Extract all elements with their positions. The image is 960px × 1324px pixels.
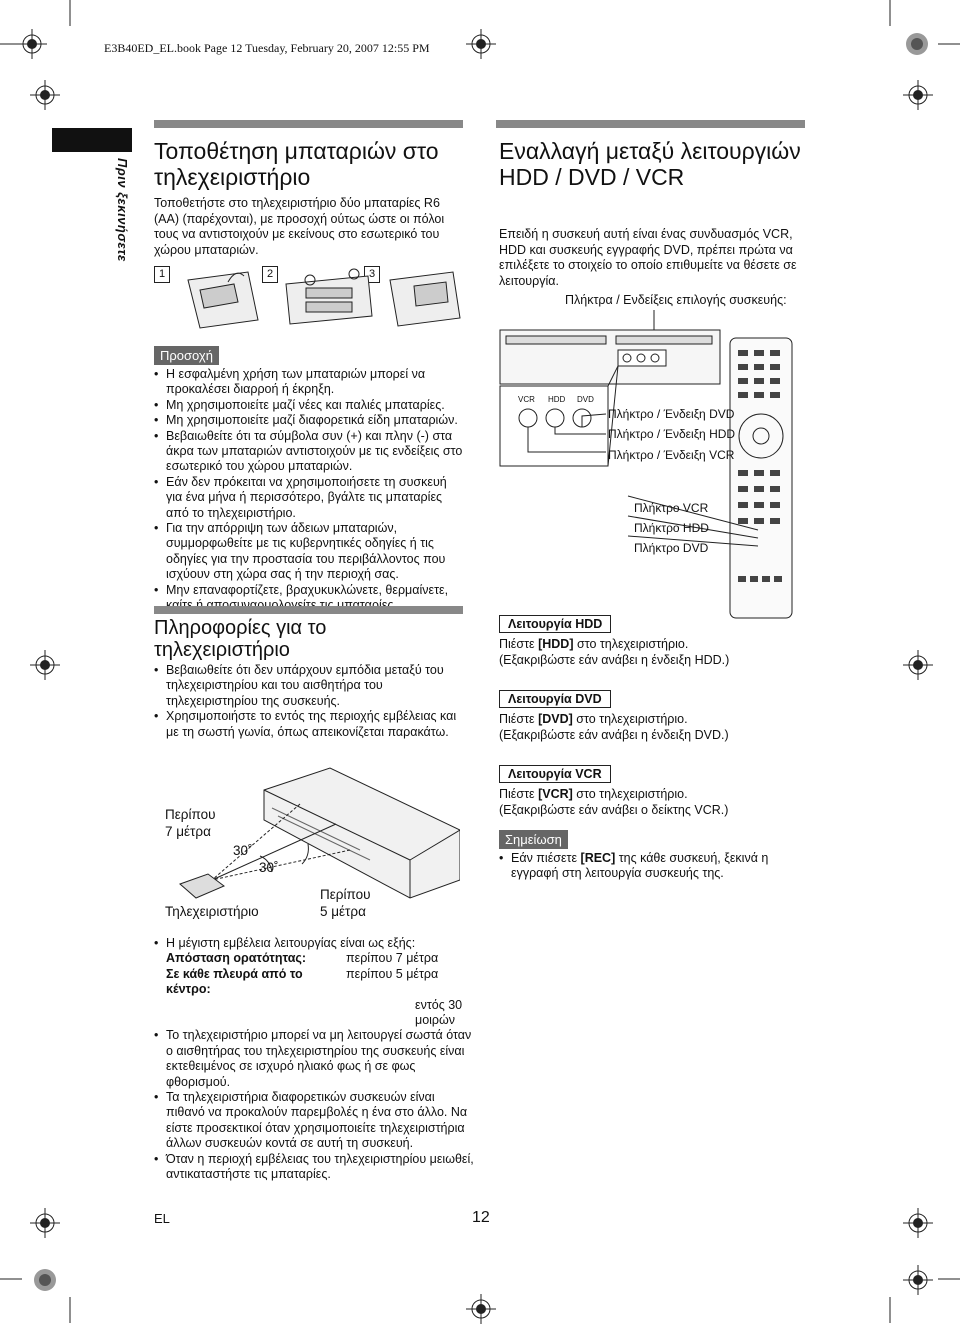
device-remote-illustration <box>498 310 798 620</box>
registration-mark-icon <box>466 29 496 59</box>
caution-list <box>154 367 466 614</box>
mode-label: Λειτουργία DVD <box>499 690 611 708</box>
mode-key: [VCR] <box>538 787 573 801</box>
mode-line <box>499 712 799 728</box>
registration-mark-icon <box>903 1208 933 1238</box>
step-number: 1 <box>154 266 170 283</box>
mode-label: Λειτουργία VCR <box>499 765 611 783</box>
indicator-label: HDD <box>548 395 566 404</box>
remote-info-item: • Όταν η περιοχή εμβέλειας του τηλεχειριστηρίου μειωθεί, αντικαταστήστε τις μπαταρίες. <box>154 1152 474 1183</box>
mode-dvd <box>499 690 799 743</box>
page-number: 12 <box>472 1209 490 1226</box>
approx-5m-label: Περίπου 5 μέτρα <box>320 887 371 919</box>
remote-label: Τηλεχειριστήριο <box>165 904 259 919</box>
mode-check: (Εξακριβώστε εάν ανάβει η ένδειξη DVD.) <box>499 727 729 742</box>
range-row-label: Σε κάθε πλευρά από το κέντρο: <box>166 966 303 997</box>
mode-line <box>499 637 799 653</box>
range-row-label: Απόσταση ορατότητας: <box>166 951 307 966</box>
caution-item: • Μη χρησιμοποιείτε μαζί διαφορετικά είδη μπαταριών. <box>154 413 466 428</box>
registration-mark-icon <box>903 80 933 110</box>
side-tab-label: Πριν ξεκινήσετε <box>115 158 130 262</box>
keys-caption: Πλήκτρα / Ενδείξεις επιλογής συσκευής: <box>565 293 787 307</box>
angle-label: 30˚ <box>259 860 279 875</box>
mode-label: Λειτουργία HDD <box>499 615 611 633</box>
registration-mark-icon <box>466 1294 496 1324</box>
registration-mark-icon <box>30 80 60 110</box>
mode-key: [DVD] <box>538 712 573 726</box>
range-row <box>166 967 474 998</box>
note-key: [REC] <box>580 851 616 865</box>
mode-text: στο τηλεχειριστήριο. <box>572 712 688 726</box>
remote-key-callout: Πλήκτρο HDD <box>634 521 709 535</box>
section-bar <box>154 606 463 614</box>
remote-key-callout: Πλήκτρο DVD <box>634 541 709 555</box>
registration-mark-icon <box>30 1265 60 1295</box>
battery-install-illustration <box>178 262 468 334</box>
mode-text: Πιέστε <box>499 637 539 651</box>
note-item <box>499 851 799 882</box>
mode-text: Πιέστε <box>499 712 539 726</box>
range-intro <box>154 936 474 1028</box>
remote-key-callout: Πλήκτρο VCR <box>634 501 709 515</box>
approx-7m-label: Περίπου 7 μέτρα <box>165 807 216 839</box>
caution-item: • Εάν δεν πρόκειται να χρησιμοποιήσετε τη συσκευή για ένα μήνα ή περισσότερο, βγάλτε τις μπαταρίες από το τηλεχειριστήριο. <box>154 475 466 521</box>
remote-info-item: • Χρησιμοποιήστε το εντός της περιοχής εμβέλειας και με τη σωστή γωνία, όπως απεικονίζεται παρακάτω. <box>154 709 464 740</box>
mode-text: στο τηλεχειριστήριο. <box>573 637 689 651</box>
side-tab <box>52 128 132 152</box>
angle-label: 30˚ <box>233 843 253 858</box>
registration-mark-icon <box>902 29 932 59</box>
remote-info-title: Πληροφορίες για το τηλεχειριστήριο <box>154 617 327 661</box>
indicator-label: VCR <box>518 395 535 404</box>
note-badge-wrap <box>499 830 568 849</box>
note-text: της κάθε συσκευή, ξεκινά η εγγραφή στη λειτουργία συσκευής της. <box>511 851 769 881</box>
note-text: Εάν πιέσετε <box>511 851 581 865</box>
mode-vcr <box>499 765 799 818</box>
mode-text: στο τηλεχειριστήριο. <box>572 787 688 801</box>
note-badge: Σημείωση <box>499 830 568 849</box>
battery-title: Τοποθέτηση μπαταριών στο τηλεχειριστήριο <box>154 138 439 190</box>
battery-text: Τοποθετήστε στο τηλεχειριστήριο δύο μπαταρίες R6 (AA) (παρέχονται), με προσοχή ούτως ώστε οι πόλοι τους να αντιστοιχούν με εκείνους στο εσωτερικό του χώρου μπαταριών. <box>154 196 445 257</box>
mode-hdd <box>499 615 799 668</box>
remote-info-item: • Βεβαιωθείτε ότι δεν υπάρχουν εμπόδια μεταξύ του τηλεχειριστηρίου και του αισθητήρα του τηλεχειριστηρίου της συσκευής. <box>154 663 464 709</box>
range-intro-text: Η μέγιστη εμβέλεια λειτουργίας είναι ως εξής: <box>166 936 416 950</box>
registration-mark-icon <box>903 1265 933 1295</box>
remote-info-item: • Το τηλεχειριστήριο μπορεί να μη λειτουργεί σωστά όταν ο αισθητήρας του τηλεχειριστηρίου της συσκευής είναι εκτεθειμένος σε ισχυρό ηλιακό φως ή σε φως φθορισμού. <box>154 1028 474 1090</box>
remote-info-item: • Τα τηλεχειριστήρια διαφορετικών συσκευών είναι πιθανό να προκαλούν παρεμβολές η ένα στο άλλο. Να είστε προσεκτικοί όταν χρησιμοποιείτε τηλεχειριστήρια άλλων συσκευών κοντά σε αυτή τη συσκευή. <box>154 1090 474 1152</box>
caution-item: • Για την απόρριψη των άδειων μπαταριών, συμμορφωθείτε με τις κυβερνητικές οδηγίες ή τις οδηγίες για την προστασία του περιβάλλοντος που ισχύουν στη χώρα σας ή την περιοχή σας. <box>154 521 466 583</box>
indicator-callout: Πλήκτρο / Ένδειξη DVD <box>608 407 735 421</box>
caution-item: • Μην επαναφορτίζετε, βραχυκυκλώνετε, θερμαίνετε, <box>154 583 466 614</box>
indicator-label: DVD <box>577 395 594 404</box>
mode-key: [HDD] <box>538 637 574 651</box>
book-header: E3B40ED_EL.book Page 12 Tuesday, February 20, 2007 12:55 PM <box>104 41 430 55</box>
step-number: 3 <box>364 266 380 283</box>
footer-lang: EL <box>154 1211 170 1226</box>
switching-text: Επειδή η συσκευή αυτή είναι ένας συνδυασμός VCR, HDD και συσκευής εγγραφής DVD, πρέπει πρώτα να επιλέξετε το στοιχείο το οποίο επιθυμείτε να θέσετε σε λειτουργία. <box>499 227 797 288</box>
range-row-value: περίπου 7 μέτρα <box>346 951 439 966</box>
step-number: 2 <box>262 266 278 283</box>
indicator-callout: Πλήκτρο / Ένδειξη VCR <box>608 448 735 462</box>
range-list <box>154 936 474 1183</box>
mode-check: (Εξακριβώστε εάν ανάβει η ένδειξη HDD.) <box>499 652 730 667</box>
note-list <box>499 851 799 882</box>
range-extra: εντός 30 μοιρών <box>415 997 463 1028</box>
range-row <box>166 951 474 966</box>
caution-badge: Προσοχή <box>154 346 219 365</box>
section-bar <box>496 120 805 128</box>
caution-badge-wrap <box>154 346 219 365</box>
range-row-value: περίπου 5 μέτρα <box>346 966 439 981</box>
registration-mark-icon <box>17 29 47 59</box>
registration-mark-icon <box>30 650 60 680</box>
mode-line <box>499 787 799 803</box>
section-bar <box>154 120 463 128</box>
mode-text: Πιέστε <box>499 787 539 801</box>
caution-item: • Μη χρησιμοποιείτε μαζί νέες και παλιές μπαταρίες. <box>154 398 466 413</box>
mode-check: (Εξακριβώστε εάν ανάβει ο δείκτης VCR.) <box>499 802 729 817</box>
caution-item: • Η εσφαλμένη χρήση των μπαταριών μπορεί να προκαλέσει διαρροή ή έκρηξη. <box>154 367 466 398</box>
registration-mark-icon <box>903 650 933 680</box>
registration-mark-icon <box>30 1208 60 1238</box>
switching-title: Εναλλαγή μεταξύ λειτουργιών HDD / DVD / VCR <box>499 138 801 190</box>
caution-item: • Βεβαιωθείτε ότι τα σύμβολα συν (+) και πλην (-) στα άκρα των μπαταριών αντιστοιχούν με τις ενδείξεις στο εσωτερικό του χώρου μπαταριών. <box>154 429 466 475</box>
remote-info-list <box>154 663 464 740</box>
indicator-callout: Πλήκτρο / Ένδειξη HDD <box>608 427 736 441</box>
